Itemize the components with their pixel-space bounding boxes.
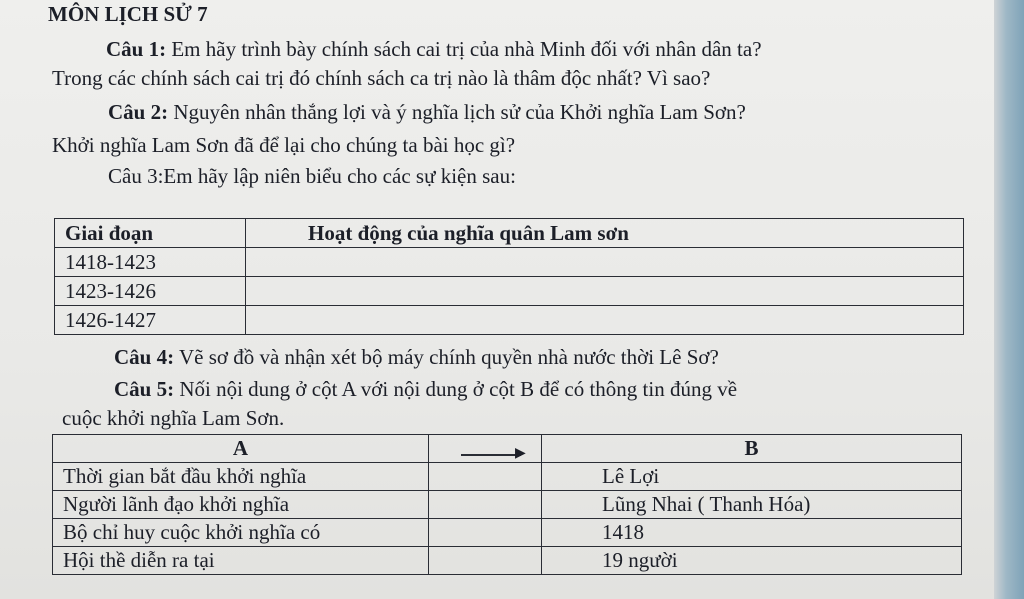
period-cell: 1418-1423 xyxy=(55,248,246,277)
activity-cell xyxy=(246,306,964,335)
question-1-line-1 xyxy=(106,37,762,62)
match-cell xyxy=(429,463,542,491)
question-5-line-2: cuộc khởi nghĩa Lam Sơn. xyxy=(62,406,285,430)
match-cell xyxy=(429,547,542,575)
column-b-cell: Lũng Nhai ( Thanh Hóa) xyxy=(542,491,962,519)
table-row xyxy=(53,463,962,491)
match-cell xyxy=(429,519,542,547)
timeline-header-row xyxy=(55,219,964,248)
table-row xyxy=(53,519,962,547)
table-row xyxy=(55,248,964,277)
question-5-text: Nối nội dung ở cột A với nội dung ở cột B để có thông tin đúng về xyxy=(174,377,738,401)
column-b-cell: 19 người xyxy=(542,547,962,575)
question-4-text: Vẽ sơ đồ và nhận xét bộ máy chính quyền nhà nước thời Lê Sơ? xyxy=(174,345,719,369)
column-b-cell: Lê Lợi xyxy=(542,463,962,491)
activity-cell xyxy=(246,277,964,306)
timeline-table xyxy=(54,218,964,335)
book-cover-edge xyxy=(994,0,1024,599)
table-row xyxy=(55,306,964,335)
table-row xyxy=(53,491,962,519)
question-4-label: Câu 4: xyxy=(114,345,175,369)
column-a-cell: Thời gian bắt đầu khởi nghĩa xyxy=(53,463,429,491)
question-2-line-1 xyxy=(108,100,746,125)
header-activity: Hoạt động của nghĩa quân Lam sơn xyxy=(246,219,964,248)
period-cell: 1426-1427 xyxy=(55,306,246,335)
column-b-cell: 1418 xyxy=(542,519,962,547)
period-cell: 1423-1426 xyxy=(55,277,246,306)
question-2-label: Câu 2: xyxy=(108,100,169,124)
header-arrow-cell: ▶ xyxy=(429,435,542,463)
header-period: Giai đoạn xyxy=(55,219,246,248)
question-2-line-2: Khởi nghĩa Lam Sơn đã để lại cho chúng ta bài học gì? xyxy=(52,133,516,157)
matching-header-row xyxy=(53,435,962,463)
question-3: Câu 3:Em hãy lập niên biểu cho các sự kiện sau: xyxy=(108,164,516,188)
header-column-a: A xyxy=(53,435,429,463)
table-row xyxy=(53,547,962,575)
matching-table xyxy=(52,434,962,575)
column-a-cell: Hội thề diễn ra tại xyxy=(53,547,429,575)
table-row xyxy=(55,277,964,306)
question-1-label: Câu 1: xyxy=(106,37,167,61)
question-5-label: Câu 5: xyxy=(114,377,175,401)
question-5-line-1 xyxy=(114,377,737,402)
question-1-text: Em hãy trình bày chính sách cai trị của nhà Minh đối với nhân dân ta? xyxy=(166,37,762,61)
question-2-text: Nguyên nhân thắng lợi và ý nghĩa lịch sử của Khởi nghĩa Lam Sơn? xyxy=(168,100,746,124)
subject-title: MÔN LỊCH SỬ 7 xyxy=(48,2,208,26)
question-4 xyxy=(114,345,719,370)
column-a-cell: Người lãnh đạo khởi nghĩa xyxy=(53,491,429,519)
match-cell xyxy=(429,491,542,519)
activity-cell xyxy=(246,248,964,277)
question-1-line-2: Trong các chính sách cai trị đó chính sách ca trị nào là thâm độc nhất? Vì sao? xyxy=(52,66,711,90)
column-a-cell: Bộ chỉ huy cuộc khởi nghĩa có xyxy=(53,519,429,547)
header-column-b: B xyxy=(542,435,962,463)
